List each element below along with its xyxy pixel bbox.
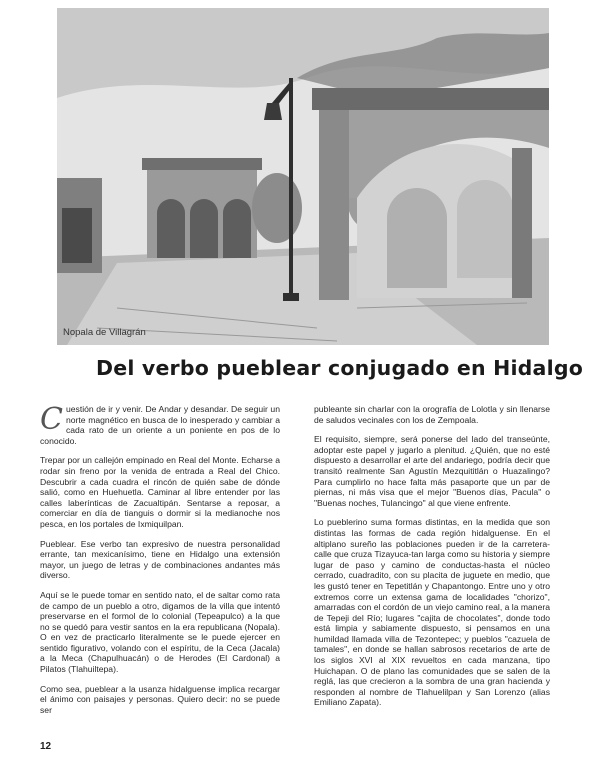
drop-cap: C [40,402,63,437]
article-paragraph: Cuestión de ir y venir. De Andar y desandar. De seguir un norte magnético en busca de lo inesperado y cambiar a cada rato de un oriente a un poniente en pos de lo conocido. [40,402,280,446]
article-paragraph: El requisito, siempre, será ponerse del lado del transeúnte, adoptar este papel y jugarlo a plenitud. ¿Quién, que no esté dispuesto a desarrollar el arte del andariego, podría decir que transitó realmente San Agustín Mezquititlán o Huazalingo? Para cumplirlo no hace falta más pasaporte que un par de piernas, ni más visa que el mejor "Buenos días, Pacula" o "Buenas noches, Tulancingo" al que viene enfrente. [314,434,550,508]
article-paragraph: Pueblear. Ese verbo tan expresivo de nuestra personalidad errante, tan mexicanísimo, tiene en Hidalgo una extensión mayor, un juego de letras y de combinaciones andantes más diverso. [40,538,280,581]
article-paragraph: Lo pueblerino suma formas distintas, en la medida que son distintas las formas de cada región hidalguense. En el altiplano sureño las poblaciones pueden ir de la carretera-calle que cruza Tizayuca-tan larga como su historia y siempre lugar de paso y camino de conductas-hasta el núcleo cerrado, cuadradito, con su placita de juguete en medio, que les gustó tener en Tepetitlán y Chapantongo. Entre uno y otro extremos corre un extensa gama de localidades "chorizo", amarradas con el cordón de un viejo camino real, a la manera de Tepeji del Río; lugares "cajita de chocolates", donde todo está limpia y sabiamente dispuesto, si pensamos en una humildad llamada villa de Tezontepec; y pueblos "cazuela de tamales", en donde se hallan sabrosos recetarios de arte de los siglos XVI al XIX revueltos en cada manzana, tipo Huichapan. O de plano las comunidades que se salen de la reglá, las que crecieron a la sombra de una gran hacienda y responden al nombre de Tlahuelilpan y San Lorenzo (alias Emiliano Zapata). [314,517,550,708]
illustration-caption: Nopala de Villagrán [63,327,146,338]
article-paragraph: Trepar por un callejón empinado en Real del Monte. Echarse a rodar sin freno por la venida de entrada a Real del Chico. Descubrir a cada cuadra el rincón de quién sabe de dónde salió, como en Huehuetla. Caminar al libre entender por las calles laberínticas de Zacualtipán. Sentarse a reposar, a comerciar en día de tianguis o dormir si la medianoche nos pesca, en los portales de Ixmiquilpan. [40,455,280,529]
article-paragraph: publeante sin charlar con la orografía de Lolotla y sin llenarse de saludos vecinales con los de Zempoala. [314,404,550,425]
arcade-sketch [57,8,549,345]
article-left-column [40,404,280,724]
town-arcade-illustration [57,8,549,345]
article-paragraph: Aquí se le puede tomar en sentido nato, el de saltar como rata de campo de un pueblo a otro, digamos de la villa que intentó preservarse en el formol de lo colonial (Tepeapulco) a la que no se quedó para vestir santos en la era republicana (Nopala). O en vez de practicarlo literalmente se le puede ejercer en sentido figurativo, volando con el espíritu, de la Ceca (Jacala) a la Meca (Chapulhuacán) o de Herodes (El Cardonal) a Pilatos (Tlahuiltepa). [40,589,280,675]
article-title: Del verbo pueblear conjugado en Hidalgo [96,356,583,380]
page-number: 12 [40,741,52,752]
article-right-column [314,404,550,717]
article-paragraph: Como sea, pueblear a la usanza hidalguense implica recargar el ánimo con paisajes y personas. Quiero decir: no se puede ser [40,683,280,715]
